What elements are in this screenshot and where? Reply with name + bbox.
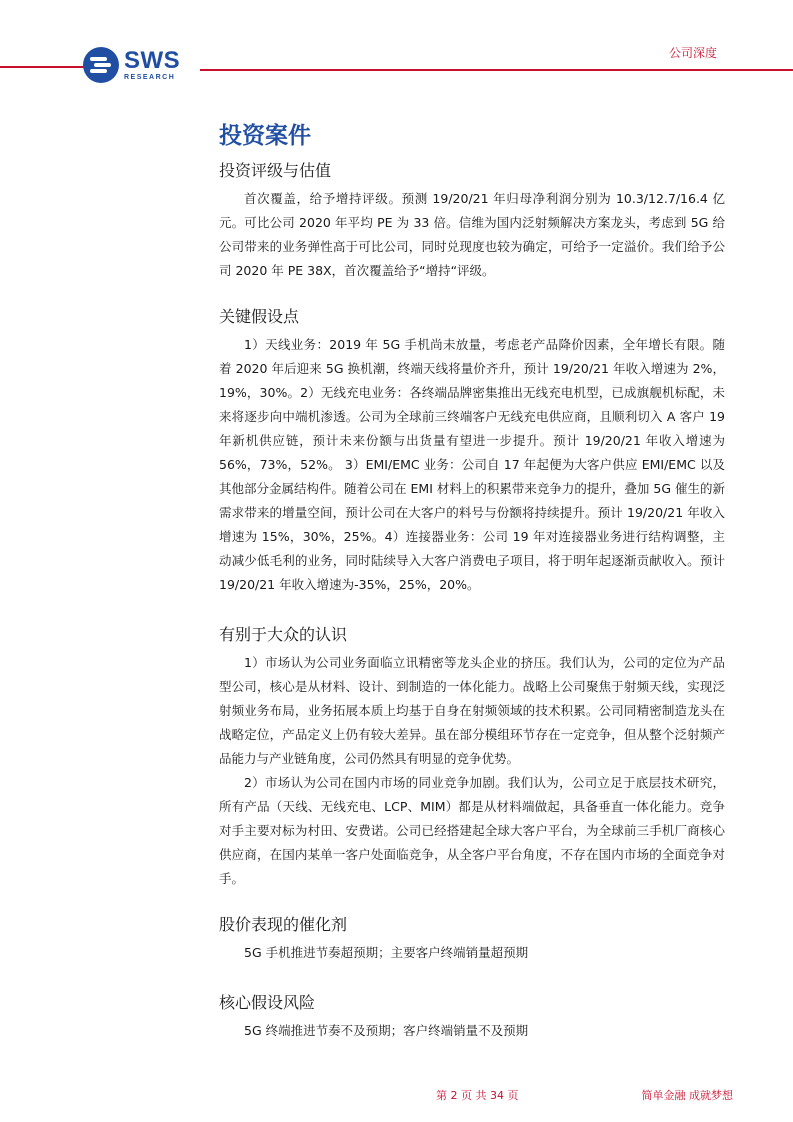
- section-heading: 关键假设点: [219, 307, 300, 326]
- logo-wordmark: [124, 49, 180, 81]
- section-risks: [219, 992, 725, 1043]
- section-heading: 核心假设风险: [219, 993, 316, 1012]
- report-type-tag: 公司深度: [668, 46, 717, 60]
- paragraph: 1）市场认为公司业务面临立讯精密等龙头企业的挤压。我们认为，公司的定位为产品型公司，核心是从材料、设计、到制造的一体化能力。战略上公司聚焦于射频天线，实现泛射频业务布局，业务拓展本质上均基于自身在射频领域的技术积累。公司同精密制造龙头在战略定位，产品定义上仍有较大差异。虽在部分模组环节存在一定竞争，但从整个泛射频产品能力与产业链角度，公司仍然具有明显的竞争优势。: [219, 655, 725, 766]
- section-catalysts: [219, 914, 725, 965]
- logo-sub: RESEARCH: [124, 74, 176, 81]
- section-key-assumptions: [219, 306, 725, 597]
- section-differentiated-view: [219, 624, 725, 891]
- paragraph: 5G 手机推进节奏超预期；主要客户终端销量超预期: [244, 945, 529, 960]
- page-title: 投资案件: [219, 123, 311, 149]
- paragraph: 首次覆盖，给予增持评级。预测 19/20/21 年归母净利润分别为 10.3/12.7/16.4 亿元。可比公司 2020 年平均 PE 为 33 倍。信维为国内泛射频解决方案龙头，考虑到 5G 给公司带来的业务弹性高于可比公司，同时兑现度也较为确定，可给予一定溢价。我们给予公司 2020 年 PE 38X，首次覆盖给予“增持“评级。: [219, 191, 725, 278]
- header-rule-right: [200, 69, 793, 71]
- paragraph: 2）市场认为公司在国内市场的同业竞争加剧。我们认为，公司立足于底层技术研究，所有产品（天线、无线充电、LCP、MIM）都是从材料端做起，具备垂直一体化能力。竞争对手主要对标为村田、安费诺。公司已经搭建起全球大客户平台，为全球前三手机厂商核心供应商，在国内某单一客户处面临竞争，从全客户平台角度，不存在国内市场的全面竞争对手。: [219, 775, 725, 886]
- section-heading: 投资评级与估值: [219, 161, 332, 180]
- paragraph: 1）天线业务：2019 年 5G 手机尚未放量，考虑老产品降价因素，全年增长有限。随着 2020 年后迎来 5G 换机潮，终端天线将量价齐升，预计 19/20/21 年收入增速为 2%，19%，30%。2）无线充电业务：各终端品牌密集推出无线充电机型，已成旗舰机标配，未来将逐步向中端机渗透。公司为全球前三终端客户无线充电供应商，且顺利切入 A 客户 19 年新机供应链，预计未来份额与出货量有望进一步提升。预计 19/20/21 年收入增速为 56%，73%，52%。 3）EMI/EMC 业务：公司自 17 年起便为大客户供应 EMI/EMC 以及其他部分金属结构件。随着公司在 EMI 材料上的积累带来竞争力的提升，叠加 5G 催生的新需求带来的增量空间，预计公司在大客户的料号与份额将持续提升。预计 19/20/21 年收入增速为 15%，30%，25%。4）连接器业务：公司 19 年对连接器业务进行结构调整，主动减少低毛利的业务，同时陆续导入大客户消费电子项目，将于明年起逐渐贡献收入。预计 19/20/21 年收入增速为-35%，25%，20%。: [219, 337, 725, 592]
- page-number: 第 2 页 共 34 页: [436, 1089, 519, 1102]
- section-heading: 股价表现的催化剂: [219, 915, 348, 934]
- section-heading: 有别于大众的认识: [219, 625, 348, 644]
- header-rule-left: [0, 66, 84, 68]
- footer-slogan: 简单金融 成就梦想: [641, 1089, 733, 1102]
- section-rating-valuation: [219, 160, 725, 283]
- paragraph: 5G 终端推进节奏不及预期；客户终端销量不及预期: [244, 1023, 529, 1038]
- sws-logo-icon: [82, 46, 120, 84]
- logo-brand: SWS: [124, 47, 181, 74]
